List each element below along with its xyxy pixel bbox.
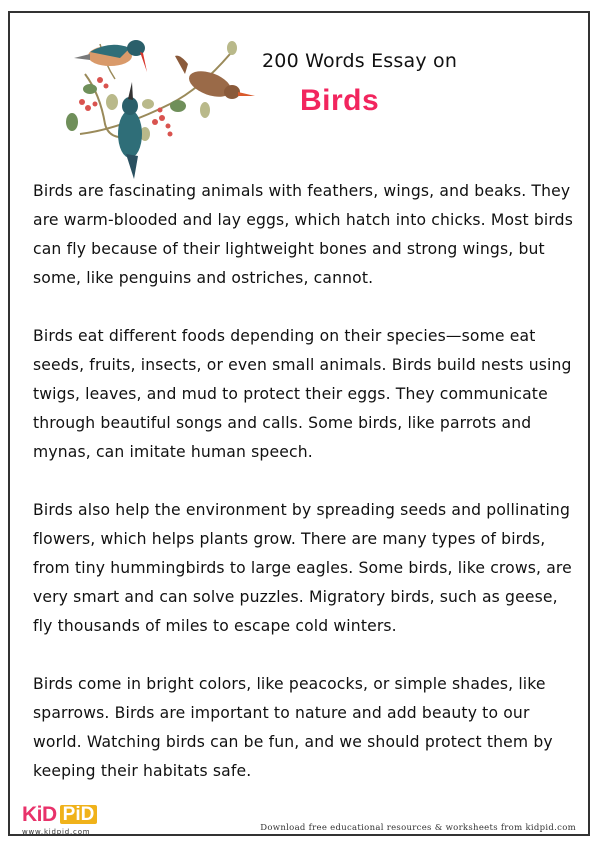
kidpid-logo-mark [22,804,97,825]
essay-body [33,177,578,815]
footer-download-note: Download free educational resources & worksheets from kidpid.com [260,823,576,833]
essay-paragraph: Birds also help the environment by spreading seeds and pollinating flowers, which helps plants grow. There are many types of birds, from tiny hummingbirds to large eagles. Some birds, like crows, are very smart and can solve puzzles. Migratory birds, such as geese, fly thousands of miles to escape cold winters. [33,501,572,635]
essay-title: Birds [300,84,380,117]
essay-subtitle: 200 Words Essay on [262,50,458,72]
essay-paragraph: Birds come in bright colors, like peacocks, or simple shades, like sparrows. Birds are important to nature and add beauty to our world. Watching birds can be fun, and we should protect them by keeping their habitats safe. [33,675,553,780]
essay-paragraph: Birds eat different foods depending on their species—some eat seeds, fruits, insects, or even small animals. Birds build nests using twigs, leaves, and mud to protect their eggs. They communicate through beautiful songs and calls. Some birds, like parrots and mynas, can imitate human speech. [33,327,572,461]
essay-paragraph: Birds are fascinating animals with feathers, wings, and beaks. They are warm-blooded and lay eggs, which hatch into chicks. Most birds can fly because of their lightweight bones and strong wings, but some, like penguins and ostriches, cannot. [33,182,573,287]
kidpid-logo[interactable] [22,804,97,836]
logo-kid: KiD [22,803,57,826]
logo-pid: PiD [60,805,98,824]
logo-url[interactable]: www.kidpid.com [22,828,91,836]
birds-illustration-icon [60,34,260,179]
